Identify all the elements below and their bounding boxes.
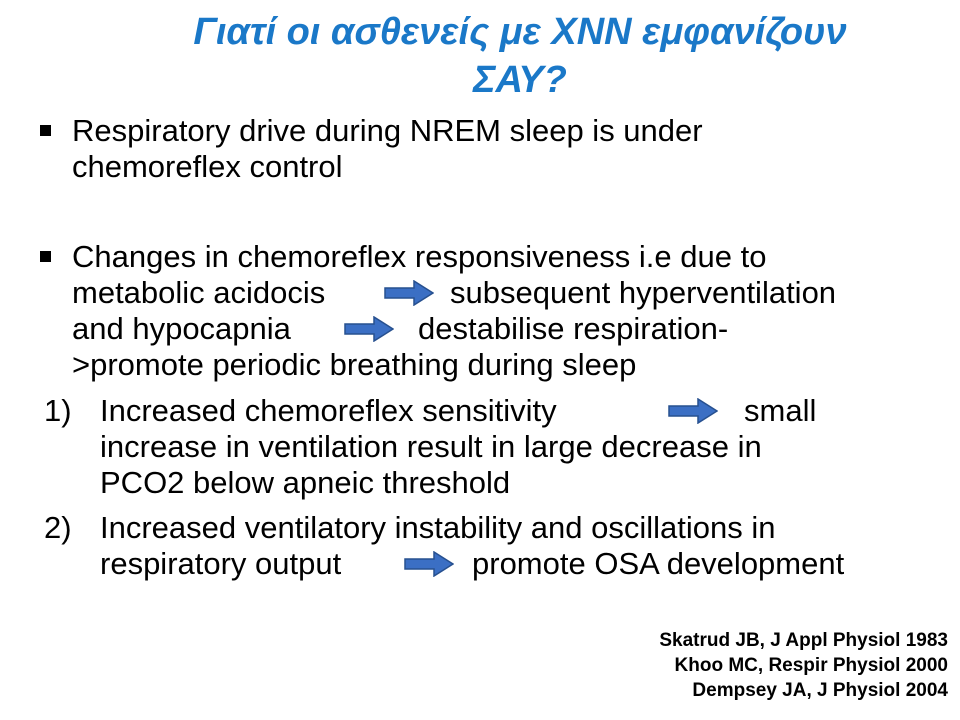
slide-title — [90, 8, 950, 104]
bullet-1-line-1: Respiratory drive during NREM sleep is under — [72, 113, 703, 148]
square-bullet-icon — [40, 251, 51, 262]
bullet-1-line-2: chemoreflex control — [72, 149, 343, 184]
right-arrow-icon — [668, 398, 718, 424]
numbered-item-1-line-1b: small — [744, 393, 817, 428]
bullet-2-line-4: >promote periodic breathing during sleep — [72, 347, 637, 382]
square-bullet-icon — [40, 125, 51, 136]
bullet-2-line-3b: destabilise respiration- — [418, 311, 729, 346]
numbered-item-1-line-1a: Increased chemoreflex sensitivity — [100, 393, 557, 428]
bullet-2-line-1: Changes in chemoreflex responsiveness i.e due to — [72, 239, 767, 274]
numbered-item-1-line-2: increase in ventilation result in large decrease in — [100, 429, 762, 464]
numbered-item-2-number: 2) — [44, 510, 72, 545]
references — [659, 628, 948, 703]
numbered-item-1-number: 1) — [44, 393, 72, 428]
numbered-item-2-line-1: Increased ventilatory instability and oscillations in — [100, 510, 776, 545]
right-arrow-icon — [384, 280, 434, 306]
reference-3: Dempsey JA, J Physiol 2004 — [692, 680, 948, 701]
bullet-2-line-2a: metabolic acidocis — [72, 275, 326, 310]
reference-1: Skatrud JB, J Appl Physiol 1983 — [659, 630, 948, 651]
bullet-2-line-2b: subsequent hyperventilation — [450, 275, 837, 310]
title-line-1: Γιατί οι ασθενείς με ΧΝΝ εμφανίζουν — [193, 11, 847, 53]
right-arrow-icon — [344, 316, 394, 342]
numbered-item-2-line-2b: promote OSA development — [472, 546, 845, 581]
numbered-item-1-line-3: PCO2 below apneic threshold — [100, 465, 511, 500]
numbered-item-2-line-2a: respiratory output — [100, 546, 342, 581]
right-arrow-icon — [404, 551, 454, 577]
bullet-2-line-3a: and hypocapnia — [72, 311, 291, 346]
title-line-2: ΣΑΥ? — [473, 59, 567, 101]
reference-2: Khoo MC, Respir Physiol 2000 — [674, 655, 948, 676]
